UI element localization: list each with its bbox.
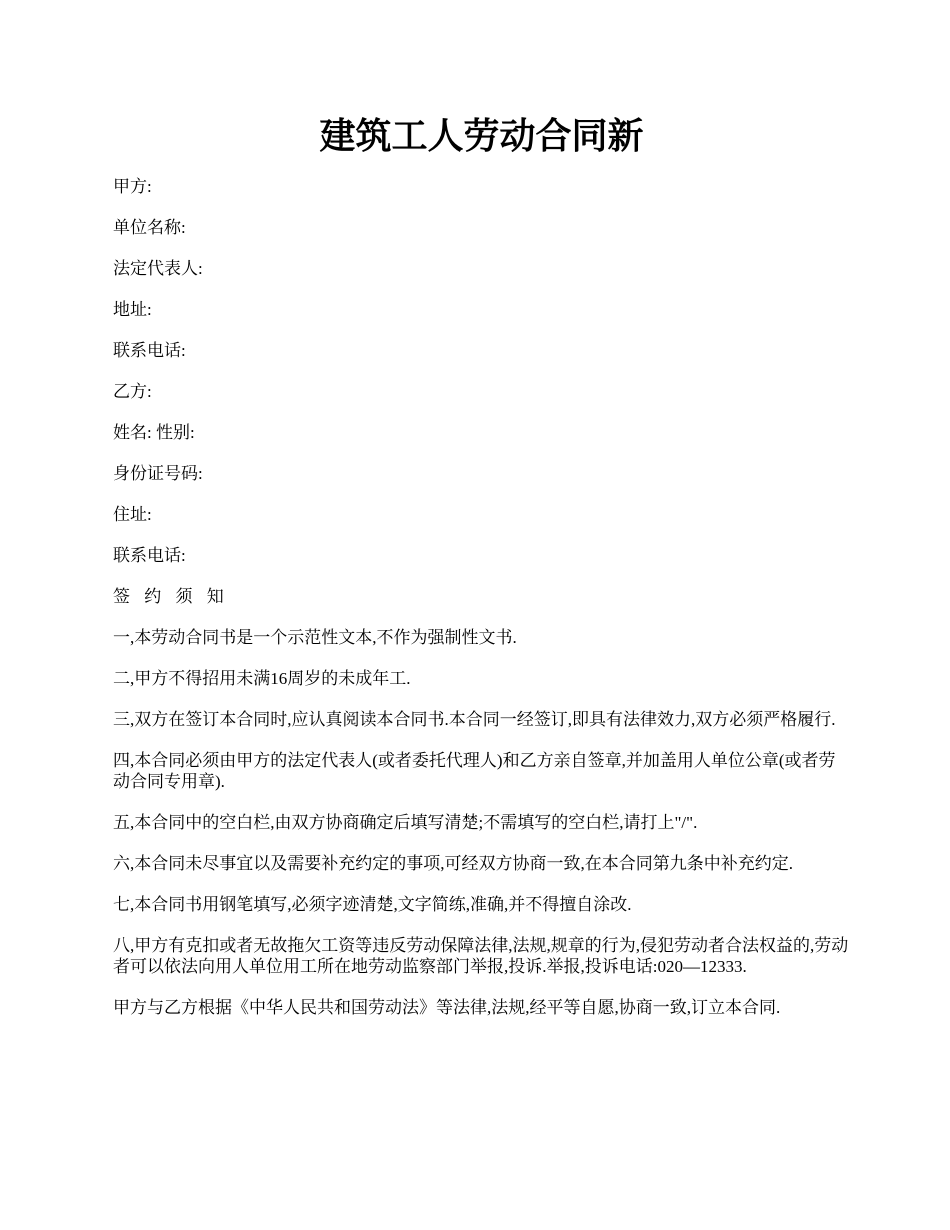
notice-item: 六,本合同未尽事宜以及需要补充约定的事项,可经双方协商一致,在本合同第九条中补充约定. (113, 854, 793, 873)
party-a-address: 地址: (113, 300, 152, 319)
notice-item: 七,本合同书用钢笔填写,必须字迹清楚,文字简练,准确,并不得擅自涂改. (113, 895, 632, 914)
document-title: 建筑工人劳动合同新 (319, 116, 644, 156)
document-page (113, 112, 850, 1018)
notice-list (113, 627, 850, 977)
party-b-name-gender: 姓名: 性别: (113, 423, 195, 442)
notice-item: 一,本劳动合同书是一个示范性文本,不作为强制性文书. (113, 628, 517, 647)
party-a-heading: 甲方: (113, 177, 152, 196)
party-b-address: 住址: (113, 505, 152, 524)
party-b-section (113, 381, 850, 566)
closing-statement: 甲方与乙方根据《中华人民共和国劳动法》等法律,法规,经平等自愿,协商一致,订立本合同. (113, 998, 781, 1017)
party-a-section (113, 176, 850, 361)
notice-item: 三,双方在签订本合同时,应认真阅读本合同书.本合同一经签订,即具有法律效力,双方必须严格履行. (113, 710, 836, 729)
party-a-unit-name: 单位名称: (113, 218, 186, 237)
notice-item: 五,本合同中的空白栏,由双方协商确定后填写清楚;不需填写的空白栏,请打上"/". (113, 813, 698, 832)
notice-item: 二,甲方不得招用未满16周岁的未成年工. (113, 669, 411, 688)
party-a-phone: 联系电话: (113, 341, 186, 360)
party-a-legal-rep: 法定代表人: (113, 259, 203, 278)
notice-item: 八,甲方有克扣或者无故拖欠工资等违反劳动保障法律,法规,规章的行为,侵犯劳动者合法权益的,劳动者可以依法向用人单位用工所在地劳动监察部门举报,投诉.举报,投诉电话:020—12333. (113, 936, 849, 976)
party-b-heading: 乙方: (113, 382, 152, 401)
notice-heading: 签 约 须 知 (113, 587, 229, 606)
party-b-id-number: 身份证号码: (113, 464, 203, 483)
notice-item: 四,本合同必须由甲方的法定代表人(或者委托代理人)和乙方亲自签章,并加盖用人单位公章(或者劳动合同专用章). (113, 751, 836, 791)
party-b-phone: 联系电话: (113, 546, 186, 565)
